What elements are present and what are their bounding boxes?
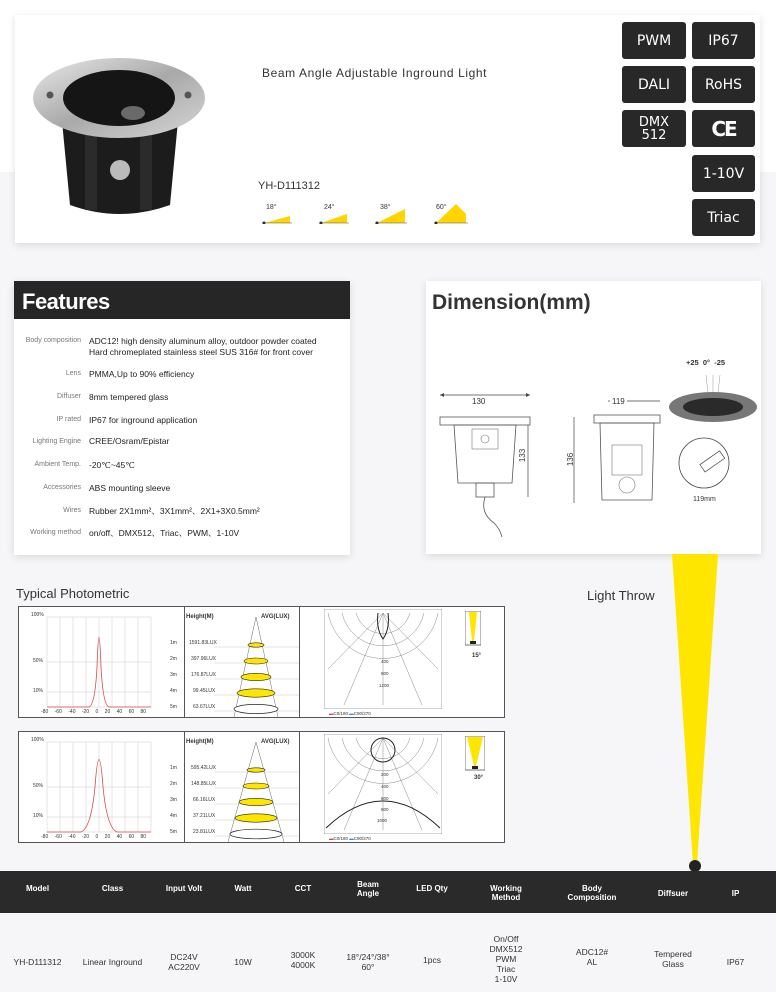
td-working-method: On/Off DMX512 PWM Triac 1-10V — [489, 934, 523, 984]
polar-legend: ▬C0/180 ▬C90/270 — [329, 711, 371, 716]
height-value: 3m — [170, 672, 177, 678]
badge-dali: DALI — [622, 66, 686, 103]
beam-60-icon — [434, 204, 470, 224]
height-column-header: Height(M) — [186, 614, 214, 620]
x-tick: 60 — [128, 709, 135, 715]
feature-value: -20℃~45℃ — [89, 460, 135, 470]
dim-side-width: 119 — [612, 397, 625, 406]
polar-tick: 600 — [381, 796, 389, 801]
feature-value: CREE/Osram/Epistar — [89, 436, 170, 446]
divider — [299, 732, 300, 842]
x-tick: 80 — [140, 709, 147, 715]
td-input-volt: DC24V AC220V — [168, 952, 200, 972]
lux-value: 66.16LUX — [193, 797, 216, 803]
height-value: 5m — [170, 829, 177, 835]
th-working-method: Working Method — [490, 884, 522, 902]
x-ticks — [41, 834, 146, 840]
feature-label: Accessories — [43, 484, 81, 491]
th-diffuser: Diffsuer — [657, 889, 689, 898]
feature-value: 8mm tempered glass — [89, 392, 169, 402]
lux-value: 148.85LUX — [191, 781, 217, 787]
th-cct: CCT — [294, 884, 312, 893]
td-cct: 3000K 4000K — [290, 950, 316, 970]
divider — [184, 607, 185, 717]
front-view-drawing — [432, 385, 542, 540]
y-tick: 50% — [33, 658, 44, 664]
feature-value: PMMA,Up to 90% efficiency — [89, 369, 195, 379]
y-tick: 50% — [33, 783, 44, 789]
dim-height: 133 — [518, 448, 528, 463]
product-title: Beam Angle Adjustable Inground Light — [262, 66, 488, 80]
illuminance-cone — [214, 742, 299, 842]
lux-value: 37.21LUX — [193, 813, 216, 819]
product-image — [30, 55, 210, 230]
feature-label: Lens — [65, 370, 81, 377]
avg-column-header: AVG(LUX) — [261, 614, 290, 620]
x-tick: 0 — [95, 834, 99, 840]
polar-tick: 200 — [381, 772, 389, 777]
divider — [184, 732, 185, 842]
th-model: Model — [25, 884, 50, 893]
legend-c90: C90/270 — [353, 836, 371, 841]
light-throw-heading: Light Throw — [587, 588, 655, 603]
td-ip: IP67 — [726, 957, 745, 967]
dim-width: 130 — [472, 397, 486, 406]
x-tick: -60 — [54, 709, 62, 715]
y-tick: 10% — [33, 688, 44, 694]
th-body-composition: Body Composition — [567, 884, 617, 902]
dim-diameter: 119mm — [693, 496, 716, 503]
height-value: 5m — [170, 704, 177, 710]
td-led-qty: 1pcs — [423, 955, 441, 965]
x-tick: -20 — [81, 709, 90, 715]
illuminance-cone — [214, 617, 299, 717]
height-value: 3m — [170, 797, 177, 803]
x-ticks — [41, 709, 146, 715]
height-value: 4m — [170, 813, 177, 819]
polar-legend: ▬C0/180 ▬C90/270 — [329, 836, 371, 841]
beam-label-60: 60° — [436, 204, 447, 211]
badge-1-10v: 1-10V — [692, 155, 755, 192]
x-tick: 20 — [104, 834, 111, 840]
x-tick: -40 — [68, 709, 76, 715]
feature-label: Body composition — [25, 337, 81, 344]
beam-15-icon — [465, 611, 481, 647]
td-watt: 10W — [234, 957, 252, 967]
badge-rohs: RoHS — [692, 66, 755, 103]
lux-value: 397.96LUX — [191, 656, 217, 662]
height-column-header: Height(M) — [186, 739, 214, 745]
feature-label: IP rated — [56, 416, 81, 423]
polar-tick: 400 — [381, 659, 389, 664]
polar-tick: 1000 — [377, 818, 388, 823]
features-heading: Features — [14, 281, 350, 319]
legend-c0: C0/180 — [333, 711, 349, 716]
model-number: YH-D111312 — [258, 180, 320, 192]
tilt-diagram — [668, 365, 758, 490]
dimension-heading: Dimension(mm) — [432, 291, 591, 314]
x-tick: 60 — [128, 834, 135, 840]
feature-label: Wires — [63, 507, 81, 514]
photometric-heading: Typical Photometric — [16, 586, 130, 601]
divider — [299, 607, 300, 717]
td-class: Linear Inground — [82, 957, 143, 967]
feature-label: Ambient Temp. — [34, 461, 81, 468]
height-value: 1m — [170, 640, 177, 646]
feature-label: Diffuser — [57, 393, 81, 400]
lux-value: 99.45LUX — [193, 688, 216, 694]
beam-angle-icons — [262, 204, 472, 226]
polar-tick: 400 — [381, 784, 389, 789]
legend-c0: C0/180 — [333, 836, 349, 841]
light-throw-beam — [670, 554, 720, 874]
beam-label-38: 38° — [380, 204, 391, 211]
feature-value: on/off、DMX512、Triac、PWM、1-10V — [89, 528, 240, 538]
y-tick: 100% — [31, 612, 44, 618]
x-tick: -80 — [41, 709, 49, 715]
photometric-panel-15 — [18, 606, 505, 718]
x-tick: -20 — [81, 834, 90, 840]
y-tick: 10% — [33, 813, 44, 819]
height-value: 1m — [170, 765, 177, 771]
beam-24-icon — [319, 210, 351, 224]
feature-label: Working method — [30, 529, 81, 536]
feature-label: Lighting Engine — [32, 438, 81, 445]
avg-column-header: AVG(LUX) — [261, 739, 290, 745]
x-tick: -60 — [54, 834, 62, 840]
lux-value: 63.67LUX — [193, 704, 216, 710]
lux-value: 1591.83LUX — [189, 640, 217, 646]
badge-triac: Triac — [692, 199, 755, 236]
badge-dmx512: DMX 512 — [622, 110, 686, 147]
x-tick: 0 — [95, 709, 99, 715]
feature-value: Rubber 2X1mm²、3X1mm²、2X1+3X0.5mm² — [89, 506, 260, 516]
lux-value: 595.42LUX — [191, 765, 217, 771]
polar-tick: 800 — [381, 671, 389, 676]
photometric-panel-30 — [18, 731, 505, 843]
x-tick: 40 — [116, 834, 123, 840]
intensity-curve-chart — [19, 732, 184, 842]
feature-value: ABS mounting sleeve — [89, 483, 171, 493]
beam-angle-label: 15° — [472, 653, 482, 659]
feature-value: ADC12! high density aluminum alloy, outdoor powder coated Hard chromeplated stainless steel SUS 316# for front cover — [89, 336, 317, 357]
td-beam-angle: 18°/24°/38° 60° — [346, 952, 390, 972]
lux-value: 176.87LUX — [191, 672, 217, 678]
beam-label-24: 24° — [324, 204, 335, 211]
th-watt: Watt — [234, 884, 252, 893]
height-value: 4m — [170, 688, 177, 694]
intensity-curve-chart — [19, 607, 184, 717]
y-tick: 100% — [31, 737, 44, 743]
height-value: 2m — [170, 656, 177, 662]
th-beam-angle: Beam Angle — [356, 880, 380, 898]
dim-side-height: 136 — [566, 452, 576, 467]
td-diffuser: Tempered Glass — [654, 949, 692, 969]
badge-ip67: IP67 — [692, 22, 755, 59]
x-tick: -40 — [68, 834, 76, 840]
polar-tick: 1200 — [379, 683, 390, 688]
beam-angle-label: 30° — [474, 775, 484, 781]
x-tick: 20 — [104, 709, 111, 715]
lux-value: 23.81LUX — [193, 829, 216, 835]
th-led-qty: LED Qty — [416, 884, 448, 893]
feature-value: IP67 for inground application — [89, 415, 198, 425]
x-tick: 80 — [140, 834, 147, 840]
beam-label-18: 18° — [266, 204, 277, 211]
td-body-composition: ADC12# AL — [575, 947, 609, 967]
beam-18-icon — [262, 210, 294, 224]
ce-mark-icon: CE — [692, 110, 755, 147]
th-ip: IP — [731, 889, 740, 898]
polar-tick: 800 — [381, 807, 389, 812]
th-class: Class — [101, 884, 124, 893]
td-model: YH-D111312 — [13, 957, 62, 967]
beam-38-icon — [375, 207, 409, 224]
x-tick: -80 — [41, 834, 49, 840]
legend-c90: C90/270 — [353, 711, 371, 716]
th-input-volt: Input Volt — [165, 884, 203, 893]
tilt-range: +25 0° -25 — [686, 358, 726, 367]
badge-pwm: PWM — [622, 22, 686, 59]
height-value: 2m — [170, 781, 177, 787]
beam-30-icon — [465, 736, 485, 772]
x-tick: 40 — [116, 709, 123, 715]
